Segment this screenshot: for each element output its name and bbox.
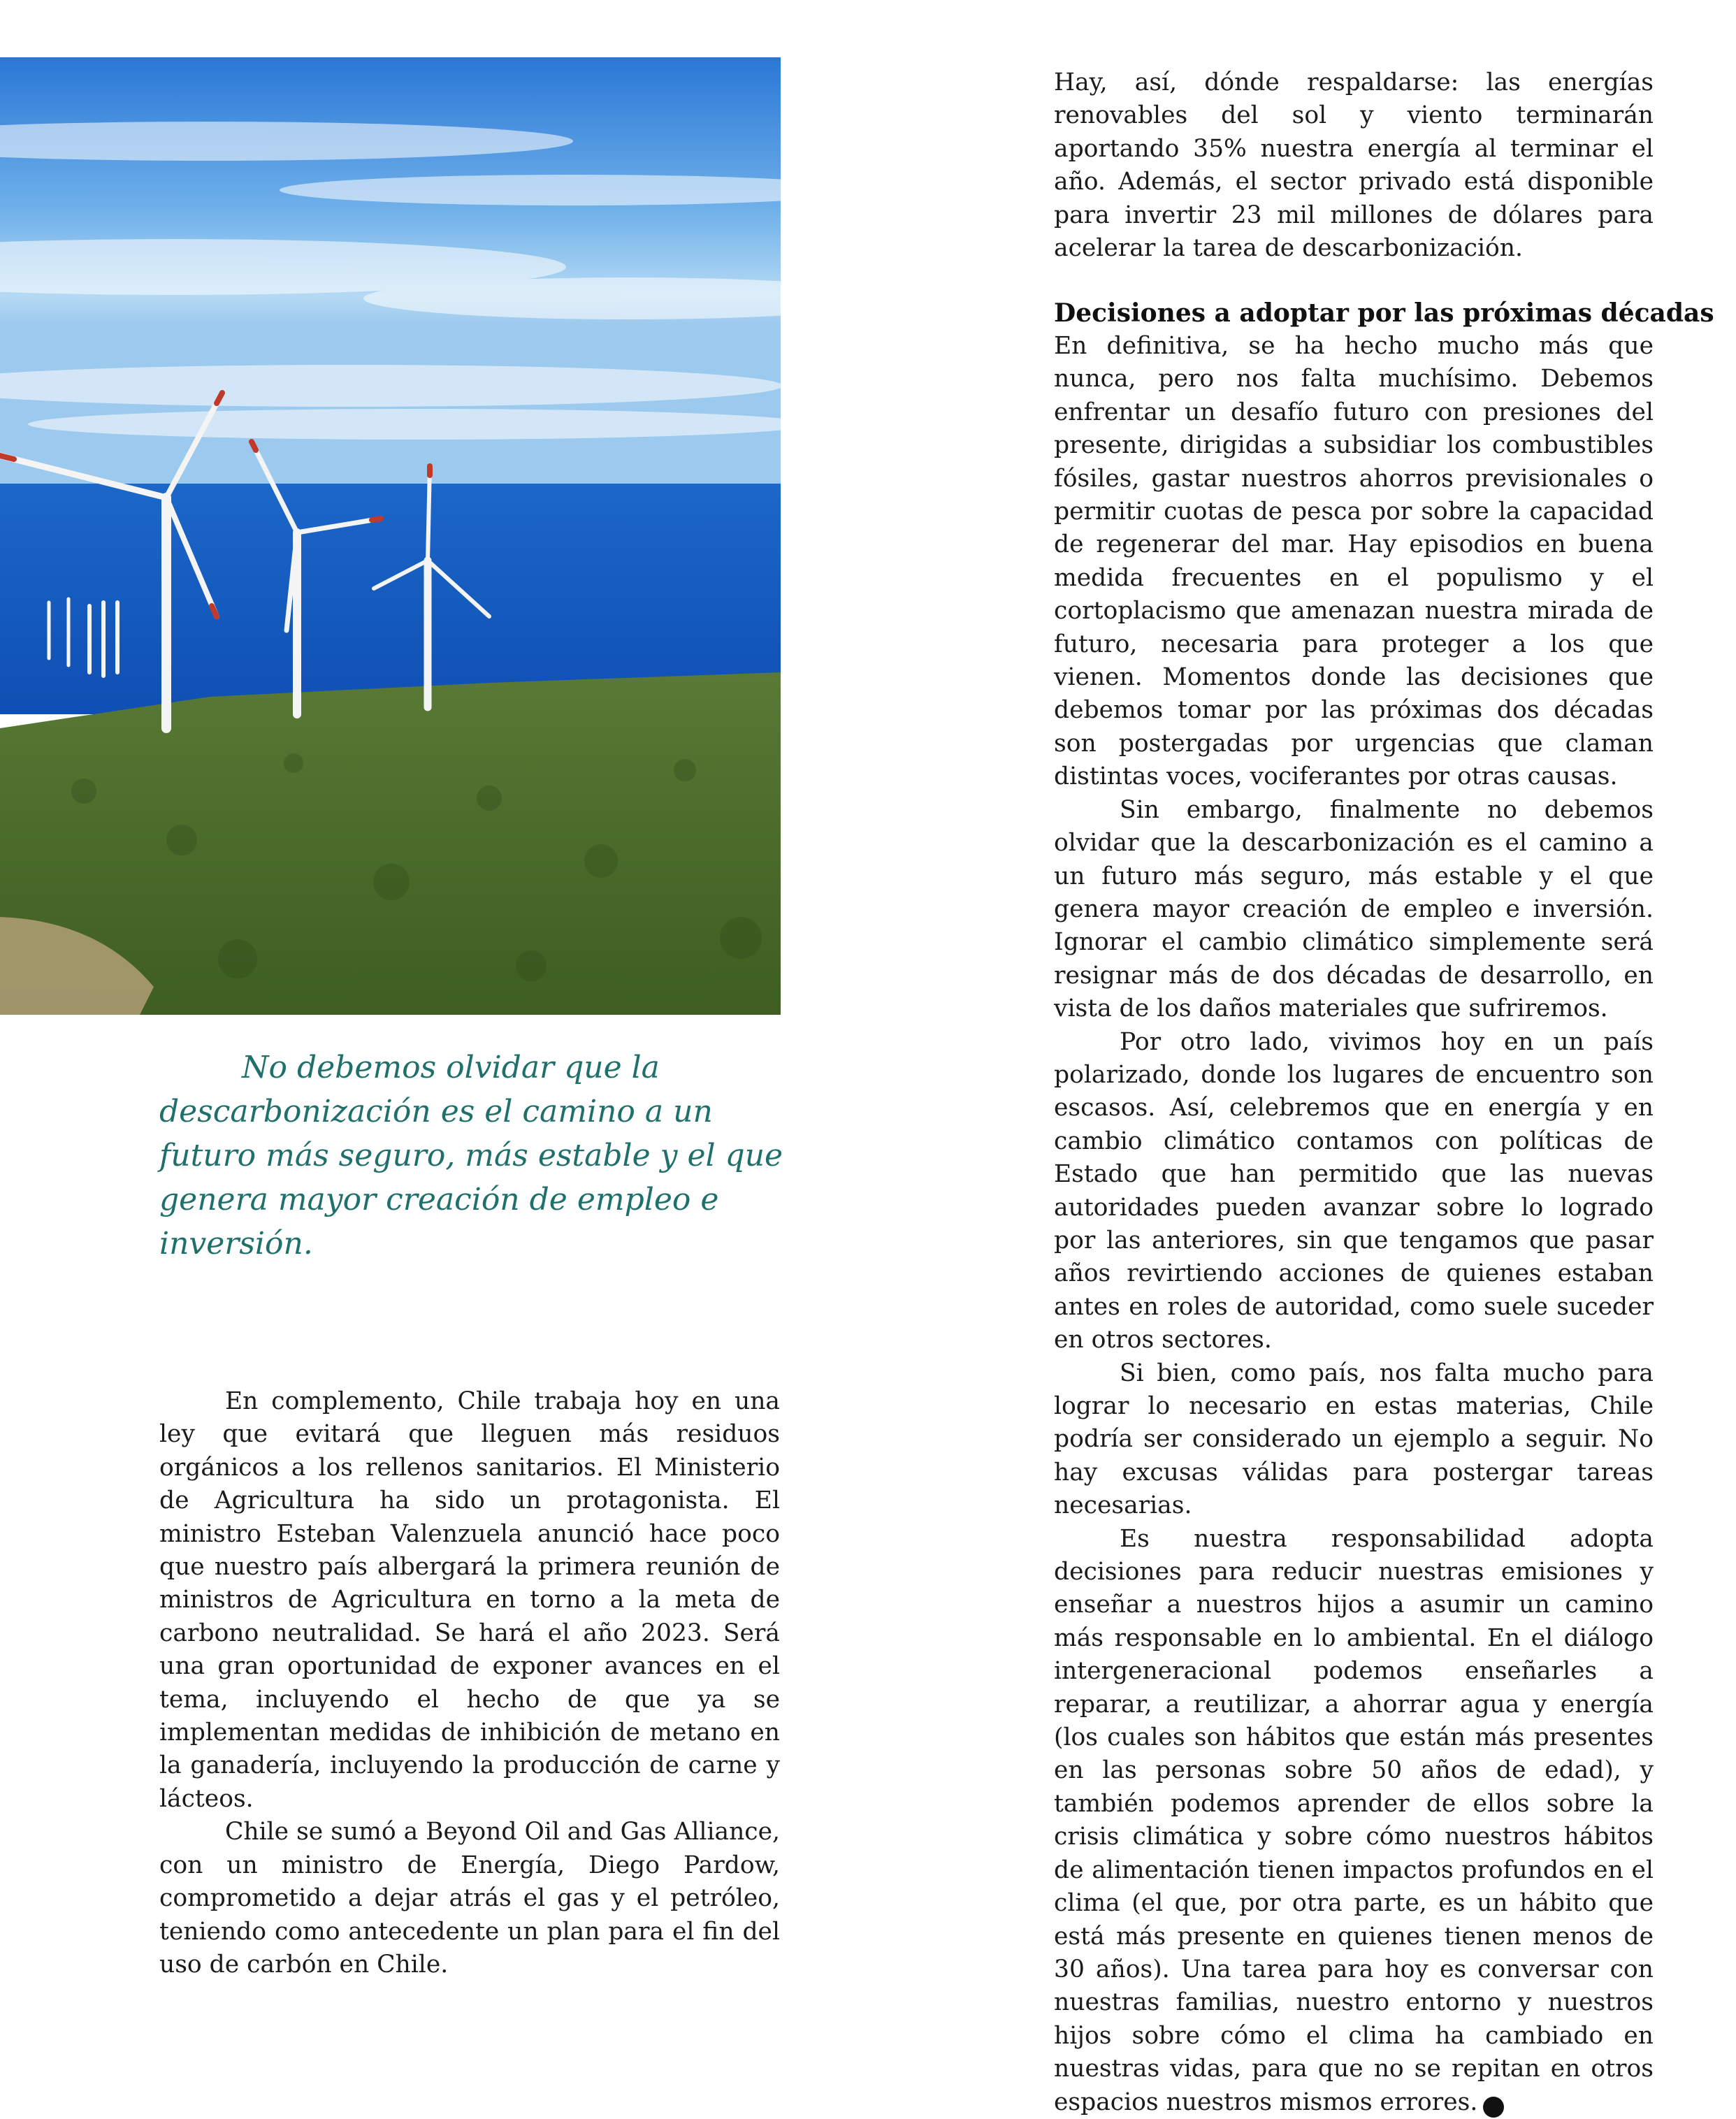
section-paragraph-text: Es nuestra responsabilidad adopta decisiones para reducir nuestras emisiones y enseñar a nuestros hijos a asumir un camino más responsable en lo ambiental. En el diálogo intergeneracional podemos enseñarles a reparar, a reutilizar, a ahorrar agua y energía (los cuales son hábitos que están más presentes en las personas sobre 50 años de edad), y también podemos aprender de ellos sobre la crisis climática y sobre cómo nuestros hábitos de alimentación tienen impactos profundos en el clima (el que, por otra parte, es un hábito que está más presente en quienes tienen menos de 30 años). Una tarea para hoy es conversar con nuestras familias, nuestro entorno y nuestros hijos sobre cómo el clima ha cambiado en nuestras vidas, para que no se repitan en otros espacios nuestros mismos errores. bbox=[1054, 1524, 1654, 2116]
section-paragraph: Sin embargo, finalmente no debemos olvidar que la descarbonización es el camino a un futuro más seguro, más estable y el que genera mayor creación de empleo e inversión. Ignorar el cambio climático simplemente será resignar más de dos décadas de desarrollo, en vista de los daños materiales que sufriremos. bbox=[1054, 795, 1654, 1023]
section-paragraph: Si bien, como país, nos falta mucho para lograr lo necesario en estas materias, Chile podría ser considerado un ejemplo a seguir. No hay excusas válidas para postergar tareas necesarias. bbox=[1054, 1359, 1654, 1520]
pull-quote: No debemos olvidar que la descarbonización es el camino a un futuro más seguro, más estable y el que genera mayor creación de empleo e inversión. bbox=[159, 1050, 783, 1261]
left-paragraph: Chile se sumó a Beyond Oil and Gas Alliance, con un ministro de Energía, Diego Pardow, comprometido a dejar atrás el gas y el petróleo, teniendo como antecedente un plan para el fin del uso de carbón en Chile. bbox=[159, 1818, 780, 1979]
intro-paragraph: Hay, así, dónde respaldarse: las energías renovables del sol y viento terminarán aportando 35% nuestra energía al terminar el año. Además, el sector privado está disponible para invertir 23 mil millones de dólares para acelerar la tarea de descarbonización. bbox=[1054, 68, 1654, 263]
right-column bbox=[1054, 296, 1714, 2119]
section-paragraph: En definitiva, se ha hecho mucho más que nunca, pero nos falta muchísimo. Debemos enfrentar un desafío futuro con presiones del presente, dirigidas a subsidiar los combustibles fósiles, gastar nuestros ahorros previsionales o permitir cuotas de pesca por sobre la capacidad de regenerar del mar. Hay episodios en buena medida frecuentes en el populismo y el cortoplacismo que amenazan nuestra mirada de futuro, necesaria para proteger a los que vienen. Momentos donde las decisiones que debemos tomar por las próximas dos décadas son postergadas por urgencias que claman distintas voces, vociferantes por otras causas. bbox=[1054, 332, 1654, 791]
wind-farm-illustration bbox=[0, 57, 781, 1015]
wind-farm-photo bbox=[0, 57, 781, 1015]
end-mark-icon: M bbox=[1483, 2097, 1504, 2118]
section-paragraph: Por otro lado, vivimos hoy en un país polarizado, donde los lugares de encuentro son escasos. Así, celebremos que en energía y en cambio climático contamos con políticas de Estado que han permitido que las nuevas autoridades pueden avanzar sobre lo logrado por las anteriores, sin que tengamos que pasar años revirtiendo acciones de quienes estaban antes en roles de autoridad, como suele suceder en otros sectores. bbox=[1054, 1027, 1654, 1354]
section-paragraph-last bbox=[1054, 1523, 1654, 2119]
right-column-intro bbox=[1054, 66, 1654, 265]
left-paragraph: En complemento, Chile trabaja hoy en una ley que evitará que lleguen más residuos orgánicos a los rellenos sanitarios. El Ministerio de Agricultura ha sido un protagonista. El ministro Esteban Valenzuela anunció hace poco que nuestro país albergará la primera reunión de ministros de Agricultura en torno a la meta de carbono neutralidad. Se hará el año 2023. Será una gran oportunidad de exponer avances en el tema, incluyendo el hecho de que ya se implementan medidas de inhibición de metano en la ganadería, incluyendo la producción de carne y lácteos. bbox=[159, 1387, 780, 1813]
left-column bbox=[159, 1385, 780, 1981]
section-heading: Decisiones a adoptar por las próximas décadas bbox=[1054, 298, 1714, 328]
